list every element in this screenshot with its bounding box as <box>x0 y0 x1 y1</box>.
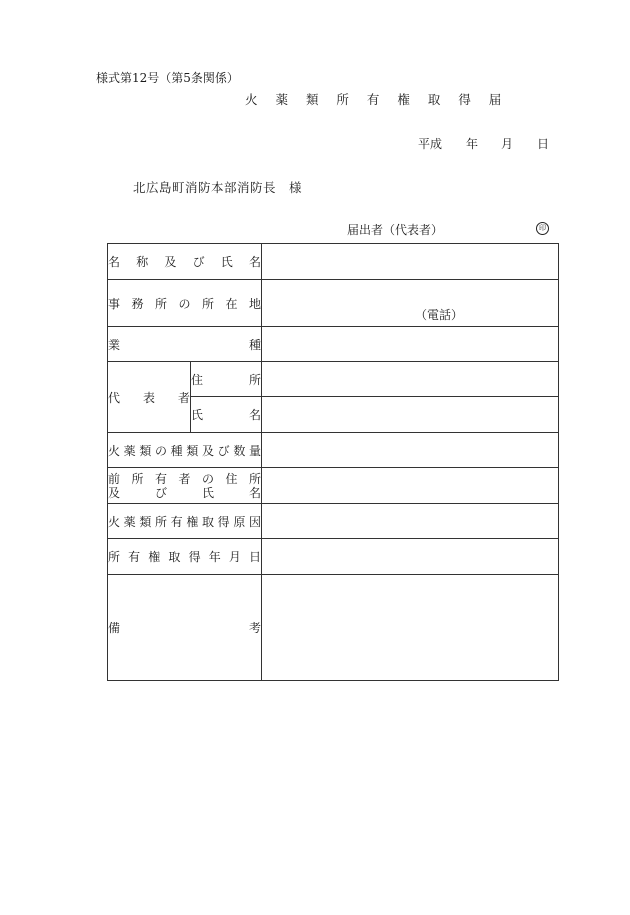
row-label-representative: 代表者 <box>108 362 191 433</box>
office-address-field[interactable] <box>262 280 559 327</box>
sub-label-address: 住所 <box>191 362 262 397</box>
business-type-field[interactable] <box>262 327 559 362</box>
table-row <box>108 539 559 575</box>
form-number: 様式第12号（第5条関係） <box>96 71 239 85</box>
seal-mark: 印 <box>536 222 549 235</box>
table-row <box>108 280 559 327</box>
previous-owner-label-line2: 及び氏名 <box>108 485 262 500</box>
table-row <box>108 504 559 539</box>
applicant-label: 届出者（代表者） <box>347 223 444 237</box>
table-row <box>108 244 559 280</box>
table-row <box>108 362 559 397</box>
row-label-acquisition-reason: 火薬類所有権取得原因 <box>108 504 262 539</box>
row-label-acquisition-date: 所有権取得年月日 <box>108 539 262 575</box>
row-label-business-type: 業種 <box>108 327 262 362</box>
table-row <box>108 433 559 468</box>
previous-owner-field[interactable] <box>262 468 559 504</box>
notification-form-table <box>107 243 559 681</box>
date-day-label: 日 <box>537 137 550 151</box>
explosive-type-quantity-field[interactable] <box>262 433 559 468</box>
representative-name-field[interactable] <box>262 397 559 433</box>
row-label-name: 名称及び氏名 <box>108 244 262 280</box>
phone-label: （電話） <box>415 308 464 322</box>
row-label-office-address: 事務所の所在地 <box>108 280 262 327</box>
name-field[interactable] <box>262 244 559 280</box>
row-label-explosive-type-quantity: 火薬類の種類及び数量 <box>108 433 262 468</box>
table-row <box>108 327 559 362</box>
row-label-remarks: 備考 <box>108 575 262 681</box>
acquisition-date-field[interactable] <box>262 539 559 575</box>
date-era: 平成 <box>418 137 443 151</box>
form-title: 火 薬 類 所 有 権 取 得 届 <box>245 92 509 107</box>
table-row <box>108 575 559 681</box>
sub-label-name: 氏名 <box>191 397 262 433</box>
previous-owner-label-line1: 前所有者の住所 <box>108 471 262 486</box>
row-label-previous-owner <box>108 468 262 504</box>
remarks-field[interactable] <box>262 575 559 681</box>
table-row <box>108 468 559 504</box>
recipient: 北広島町消防本部消防長 様 <box>133 180 303 195</box>
acquisition-reason-field[interactable] <box>262 504 559 539</box>
date-month-label: 月 <box>501 137 514 151</box>
date-year-label: 年 <box>466 137 479 151</box>
representative-address-field[interactable] <box>262 362 559 397</box>
